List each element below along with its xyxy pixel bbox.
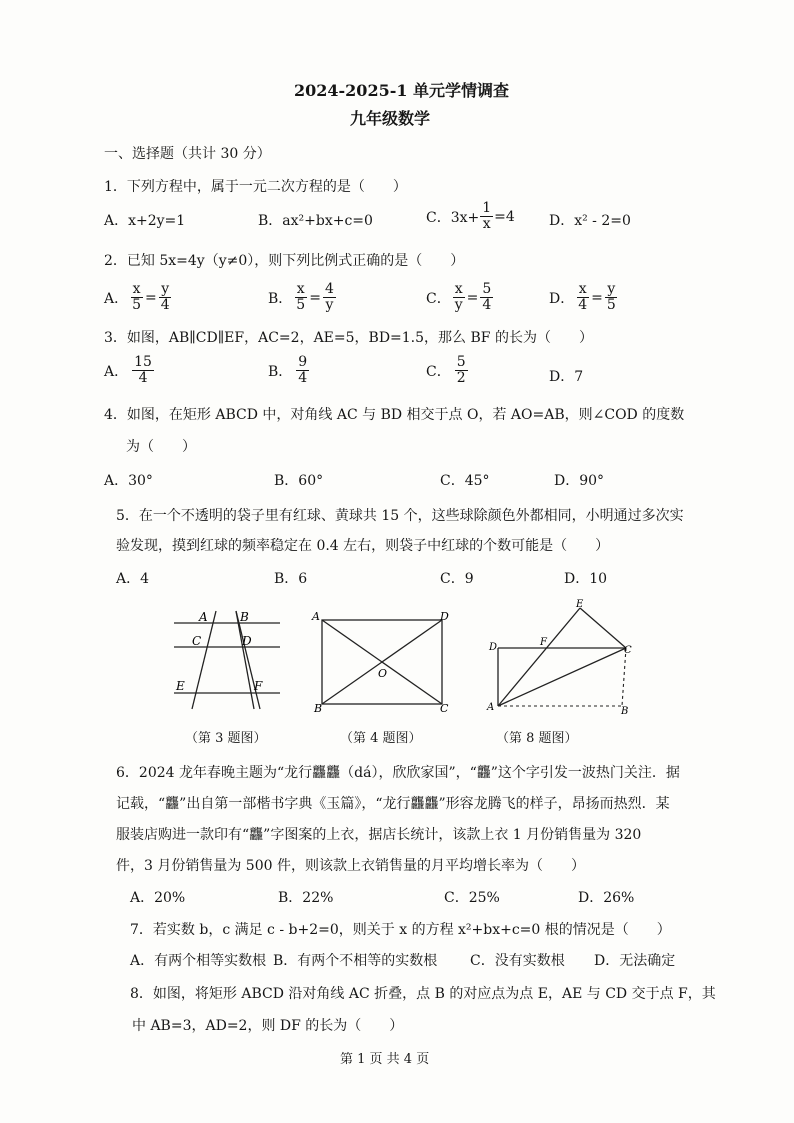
q6-option-b [278,887,333,907]
q5-a-text: A．4 [116,571,150,587]
fig3-label-f: F [254,679,263,693]
q3-option-a [104,355,154,387]
q3-a-den: 4 [138,370,148,387]
q7-option-b [273,950,437,970]
q6-line1: 6．2024 龙年春晚主题为“龙行龘龘（dá），欣欣家国”，“龘”这个字引发一波热门关注．据 [116,765,680,781]
q2-d-eq: = [591,289,603,306]
fig4-label-a: A [312,610,320,623]
q5-option-b [274,568,307,588]
q2-option-a [104,282,172,314]
fig4-label-o: O [378,667,388,680]
fig8-label-b: B [621,706,629,716]
q1-option-b-text: B．ax²+bx+c=0 [258,213,373,229]
q2-a-n2: y [161,281,170,297]
q2-a-frac2 [159,282,172,314]
q7-b-text: B．有两个不相等的实数根 [273,953,438,969]
q3-a-frac [132,355,154,387]
q3-c-frac [455,355,468,387]
q7-c-text: C．没有实数根 [470,953,565,969]
q4-c-text: C．45° [440,473,490,489]
q7-stem: 7．若实数 b，c 满足 c - b+2=0，则关于 x 的方程 x²+bx+c=0 根的情况是（ ） [130,922,671,938]
fig8-label-e: E [576,599,584,610]
page-number-footer: 第 1 页 共 4 页 [340,1052,430,1067]
q3-b-num: 9 [298,354,308,370]
q5-option-d [564,568,607,588]
q2-stem: 2．已知 5x=4y（y≠0），则下列比例式正确的是（ ） [104,253,465,269]
q2-c-n2: 5 [482,281,492,297]
q5-c-text: C．9 [440,571,474,587]
q2-b-n2: 4 [324,281,334,297]
q4-b-text: B．60° [274,473,324,489]
q6-option-c [444,887,500,907]
q1-stem: 1．下列方程中，属于一元二次方程的是（ ） [104,179,407,195]
q6-line2: 记载，“龘”出自第一部楷书字典《玉篇》，“龙行龘龘”形容龙腾飞的样子，昂扬而热烈．某 [116,796,670,812]
q4-d-text: D．90° [554,473,605,489]
q3-b-label: B． [268,363,293,380]
fig8-label-d: D [489,642,498,653]
q2-a-n1: x [132,281,141,297]
q2-d-n1: x [578,281,587,297]
q2-c-frac1 [453,282,465,314]
q6-c-text: C．25% [444,890,500,906]
q6-option-a [130,887,185,907]
q2-b-n1: x [296,281,305,297]
figure-4-caption: （第 4 题图） [340,731,422,746]
q6-a-text: A．20% [130,890,186,906]
q1-option-a-text: A．x+2y=1 [104,213,186,229]
q2-d-d2: 5 [606,297,616,314]
q2-option-b [268,282,336,314]
q2-a-d2: 4 [160,297,170,314]
q1-c-num: 1 [482,200,492,216]
section-heading: 一、选择题（共计 30 分） [104,146,271,162]
q3-c-den: 2 [456,370,466,387]
q1-option-c [426,201,515,233]
q2-d-label: D． [549,290,575,307]
fig3-label-e: E [176,679,185,693]
q3-option-c [426,355,468,387]
q3-c-num: 5 [456,354,466,370]
q1-option-c-suffix: =4 [494,208,515,225]
q1-option-a [104,210,185,230]
q7-option-d [594,950,675,970]
q4-a-text: A．30° [104,473,153,489]
q2-d-d1: 4 [578,297,588,314]
fig3-label-b: B [240,610,249,624]
q4-option-c [440,470,490,490]
figure-8-caption: （第 8 题图） [496,731,578,746]
q6-line4: 件，3 月份销售量为 500 件，则该款上衣销售量的月平均增长率为（ ） [116,858,585,874]
fig3-label-c: C [192,634,202,648]
q3-d-text: D．7 [549,369,584,385]
q3-a-label: A． [104,363,129,380]
q2-c-frac2 [480,282,493,314]
q6-option-d [578,887,634,907]
fig8-label-a: A [487,702,495,713]
fig8-label-c: C [624,645,632,656]
q1-c-den: x [482,216,491,233]
q6-d-text: D．26% [578,890,635,906]
q2-b-eq: = [309,289,321,306]
q2-b-label: B． [268,290,293,307]
q2-a-frac1 [130,282,143,314]
q2-c-d1: y [454,297,463,314]
q1-option-d-text: D．x² - 2=0 [549,213,631,229]
q8-line2: 中 AB=3，AD=2，则 DF 的长为（ ） [132,1018,404,1034]
q5-option-a [116,568,149,588]
q2-d-n2: y [607,281,616,297]
q7-d-text: D．无法确定 [594,953,676,969]
q5-d-text: D．10 [564,571,608,587]
q6-line3: 服装店购进一款印有“龘”字图案的上衣，据店长统计，该款上衣 1 月份销售量为 320 [116,827,642,843]
fig8-label-f: F [540,637,547,648]
q2-a-eq: = [145,289,157,306]
q3-a-num: 15 [134,354,152,370]
q1-option-c-prefix: C．3x+ [426,209,480,226]
q4-stem-line2: 为（ ） [126,439,196,455]
exam-title: 2024-2025-1 单元学情调查 [294,81,510,100]
q1-option-b [258,210,373,230]
q3-stem: 3．如图，AB∥CD∥EF，AC=2，AE=5，BD=1.5，那么 BF 的长为（ ） [104,330,593,346]
fig3-label-d: D [242,634,252,648]
q4-option-a [104,470,153,490]
q7-a-text: A．有两个相等实数根 [130,953,267,969]
figure-8-folded-rectangle [484,598,634,716]
q2-c-eq: = [466,289,479,306]
q2-c-label: C． [426,290,451,307]
q3-c-label: C． [426,363,451,380]
q2-option-c [426,282,493,314]
fig4-label-c: C [440,702,449,714]
q7-option-a [130,950,266,970]
q2-d-frac1 [576,282,589,314]
figure-3-caption: （第 3 题图） [185,731,267,746]
q2-d-frac2 [605,282,618,314]
q4-option-b [274,470,323,490]
q5-stem-line1: 5．在一个不透明的袋子里有红球、黄球共 15 个，这些球除颜色外都相同，小明通过多次实 [116,508,684,524]
figure-4-rectangle [310,610,452,714]
q2-b-frac2 [323,282,336,314]
q4-option-d [554,470,604,490]
q8-line1: 8．如图，将矩形 ABCD 沿对角线 AC 折叠，点 B 的对应点为点 E，AE 与 CD 交于点 F，其 [130,986,716,1002]
q5-stem-line2: 验发现，摸到红球的频率稳定在 0.4 左右，则袋子中红球的个数可能是（ ） [116,538,610,554]
q2-b-frac1 [294,282,307,314]
fig3-label-a: A [199,610,208,624]
q2-b-d1: 5 [296,297,306,314]
q7-option-c [470,950,565,970]
q2-c-n1: x [454,281,463,297]
exam-subtitle: 九年级数学 [350,109,431,128]
q2-a-label: A． [104,290,129,307]
q1-option-c-fraction [480,201,493,233]
figure-3-parallel-lines [168,605,284,711]
q3-b-den: 4 [298,370,308,387]
fig4-label-d: D [440,610,449,623]
fig4-label-b: B [314,702,323,714]
q3-option-b [268,355,309,387]
q2-option-d [549,282,618,314]
q2-a-d1: 5 [132,297,142,314]
q2-c-d2: 4 [482,297,492,314]
q5-option-c [440,568,474,588]
q5-b-text: B．6 [274,571,308,587]
q3-option-d [549,366,583,386]
q4-stem-line1: 4．如图，在矩形 ABCD 中，对角线 AC 与 BD 相交于点 O，若 AO=AB，则∠COD 的度数 [104,407,685,423]
q6-b-text: B．22% [278,890,334,906]
q1-option-d [549,210,631,230]
q2-b-d2: y [325,297,334,314]
q3-b-frac [296,355,309,387]
